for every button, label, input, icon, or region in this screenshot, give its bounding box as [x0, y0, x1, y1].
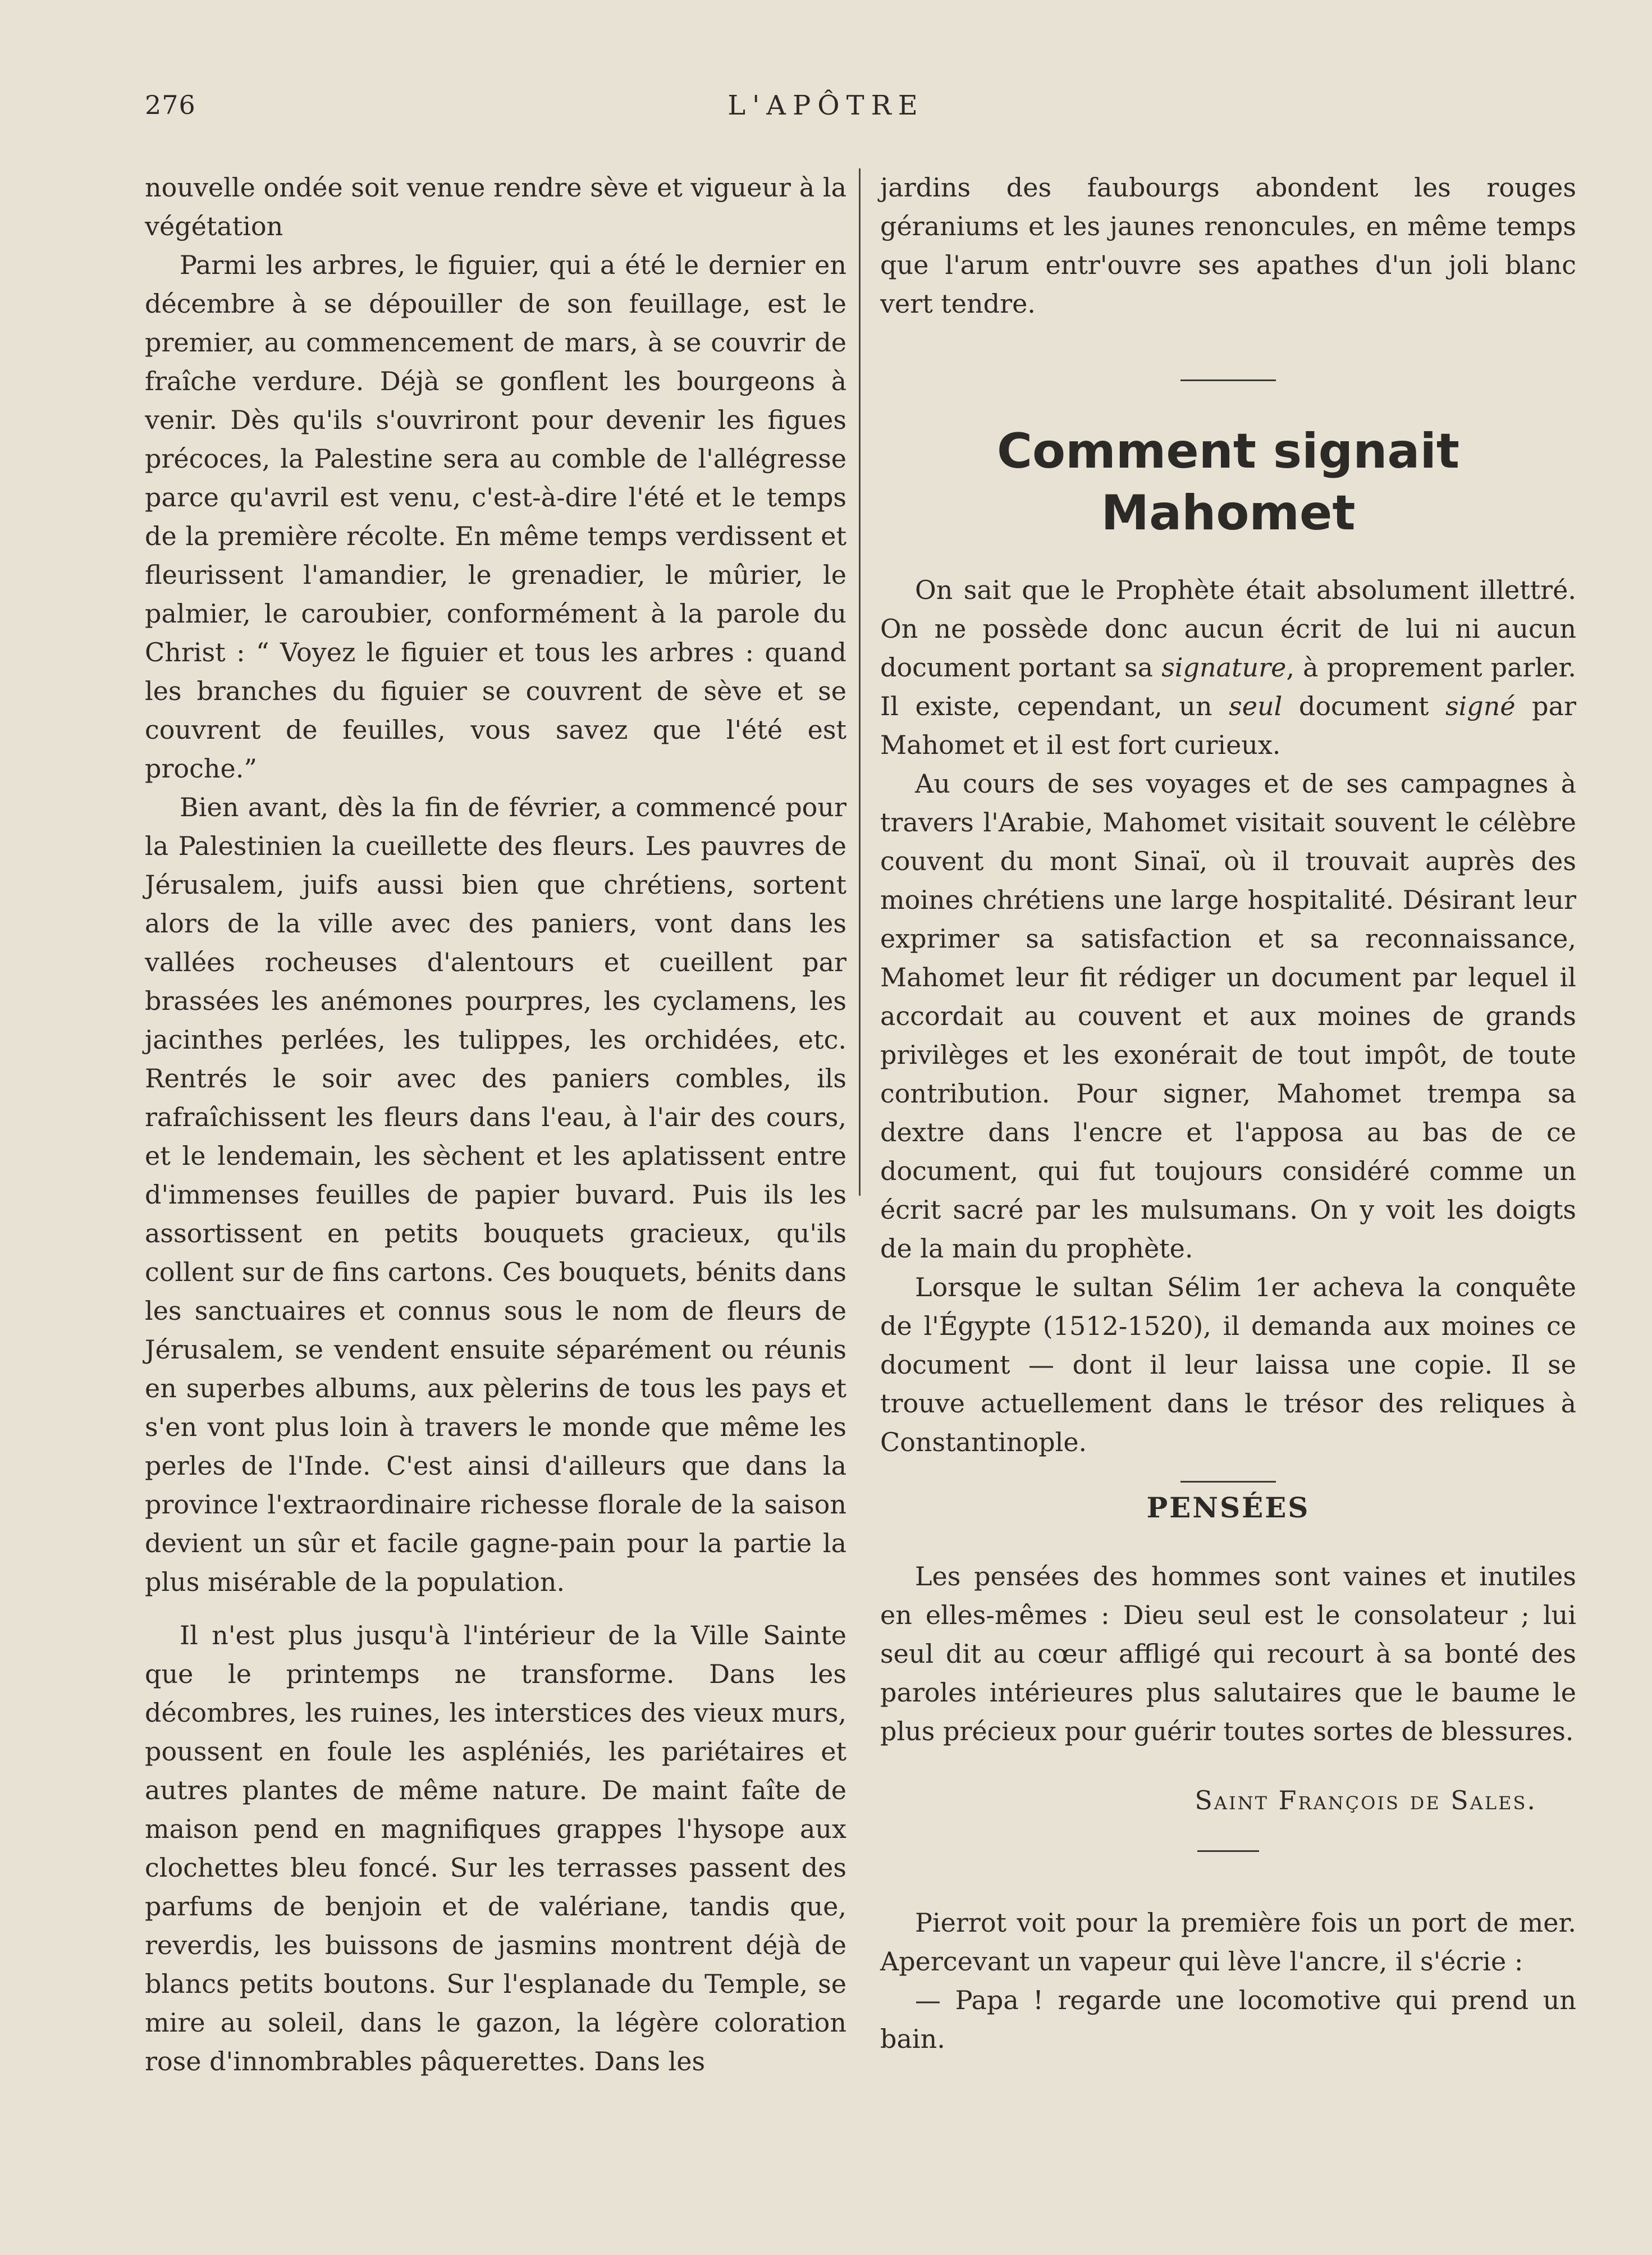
journal-title: L'APÔTRE: [727, 90, 925, 121]
anecdote-paragraph: Pierrot voit pour la première fois un port de mer. Apercevant un vapeur qui lève l'ancre, il s'écrie :: [880, 1908, 1576, 1977]
section-title: PENSÉES: [1146, 1491, 1310, 1524]
paragraph: jardins des faubourgs abondent les rouges géraniums et les jaunes renoncules, en même temps que l'arum entr'ouvre ses apathes d'un joli blanc vert tendre.: [880, 172, 1576, 319]
article-paragraph: On sait que le Prophète était absolument illettré. On ne possède donc aucun écrit de lui ni aucun document portant sa signature, à proprement parler. Il existe, cependant, un seul document signé par Mahomet et il est fort curieux.: [880, 575, 1576, 760]
section-divider: [1180, 1481, 1276, 1483]
section-divider: [1197, 1850, 1259, 1852]
article-paragraph: Au cours de ses voyages et de ses campagnes à travers l'Arabie, Mahomet visitait souvent le célèbre couvent du mont Sinaï, où il trouvait auprès des moines chrétiens une large hospitalité. Désirant leur exprimer sa satisfaction et sa reconnaissance, Mahomet leur fit rédiger un document par lequel il accordait au couvent et aux moines de grands privilèges et les exonérait de tout impôt, de toute contribution. Pour signer, Mahomet trempa sa dextre dans l'encre et l'apposa au bas de ce document, qui fut toujours considéré comme un écrit sacré par les mulsumans. On y voit les doigts de la main du prophète.: [880, 769, 1576, 1264]
page-number: 276: [145, 90, 196, 120]
quote-paragraph: Les pensées des hommes sont vaines et inutiles en elles-mêmes : Dieu seul est le consolateur ; lui seul dit au cœur affligé qui recourt à sa bonté des paroles intérieures plus salutaires que le baume le plus précieux pour guérir toutes sortes de blessures.: [880, 1561, 1576, 1746]
right-column: [880, 168, 1576, 2059]
article-title: Comment signait Mahomet: [996, 423, 1460, 541]
column-divider: [859, 168, 861, 1196]
left-column: [145, 168, 846, 2081]
paragraph: Parmi les arbres, le figuier, qui a été le dernier en décembre à se dépouiller de son feuillage, est le premier, au commencement de mars, à se couvrir de fraîche verdure. Déjà se gonflent les bourgeons à venir. Dès qu'ils s'ouvriront pour devenir les figues précoces, la Palestine sera au comble de l'allégresse parce qu'avril est venu, c'est-à-dire l'été et le temps de la première récolte. En même temps verdissent et fleurissent l'amandier, le grenadier, le mûrier, le palmier, le caroubier, conformément à la parole du Christ : “ Voyez le figuier et tous les arbres : quand les branches du figuier se couvrent de sève et se couvrent de feuilles, vous savez que l'été est proche.”: [145, 250, 846, 784]
paragraph: Bien avant, dès la fin de février, a commencé pour la Palestinien la cueillette des fleurs. Les pauvres de Jérusalem, juifs aussi bien que chrétiens, sortent alors de la ville avec des paniers, vont dans les vallées rocheuses d'alentours et cueillent par brassées les anémones pourpres, les cyclamens, les jacinthes perlées, les tulippes, les orchidées, etc. Rentrés le soir avec des paniers combles, ils rafraîchissent les fleurs dans l'eau, à l'air des cours, et le lendemain, les sèchent et les aplatissent entre d'immenses feuilles de papier buvard. Puis ils les assortissent en petits bouquets gracieux, qu'ils collent sur de fins cartons. Ces bouquets, bénits dans les sanctuaires et connus sous le nom de fleurs de Jérusalem, se vendent ensuite séparément ou réunis en superbes albums, aux pèlerins de tous les pays et s'en vont plus loin à travers le monde que même les perles de l'Inde. C'est ainsi d'ailleurs que dans la province l'extraordinaire richesse florale de la saison devient un sûr et facile gagne-pain pour la partie la plus misérable de la population.: [145, 792, 846, 1597]
anecdote-paragraph: — Papa ! regarde une locomotive qui prend un bain.: [880, 1985, 1576, 2054]
article-paragraph: Lorsque le sultan Sélim 1er acheva la conquête de l'Égypte (1512-1520), il demanda aux moines ce document — dont il leur laissa une copie. Il se trouve actuellement dans le trésor des reliques à Constantinople.: [880, 1272, 1576, 1457]
paragraph: Il n'est plus jusqu'à l'intérieur de la Ville Sainte que le printemps ne transforme. Dans les décombres, les ruines, les interstices des vieux murs, poussent en foule les aspléniés, les pariétaires et autres plantes de même nature. De maint faîte de maison pend en magnifiques grappes l'hysope aux clochettes bleu foncé. Sur les terrasses passent des parfums de benjoin et de valériane, tandis que, reverdis, les buissons de jasmins montrent déjà de blancs petits boutons. Sur l'esplanade du Temple, se mire au soleil, dans le gazon, la légère coloration rose d'innombrables pâquerettes. Dans les: [145, 1620, 846, 2076]
quote-author: Saint François de Sales.: [1195, 1785, 1537, 1815]
paragraph: nouvelle ondée soit venue rendre sève et vigueur à la végétation: [145, 172, 846, 241]
section-divider: [1180, 379, 1276, 381]
